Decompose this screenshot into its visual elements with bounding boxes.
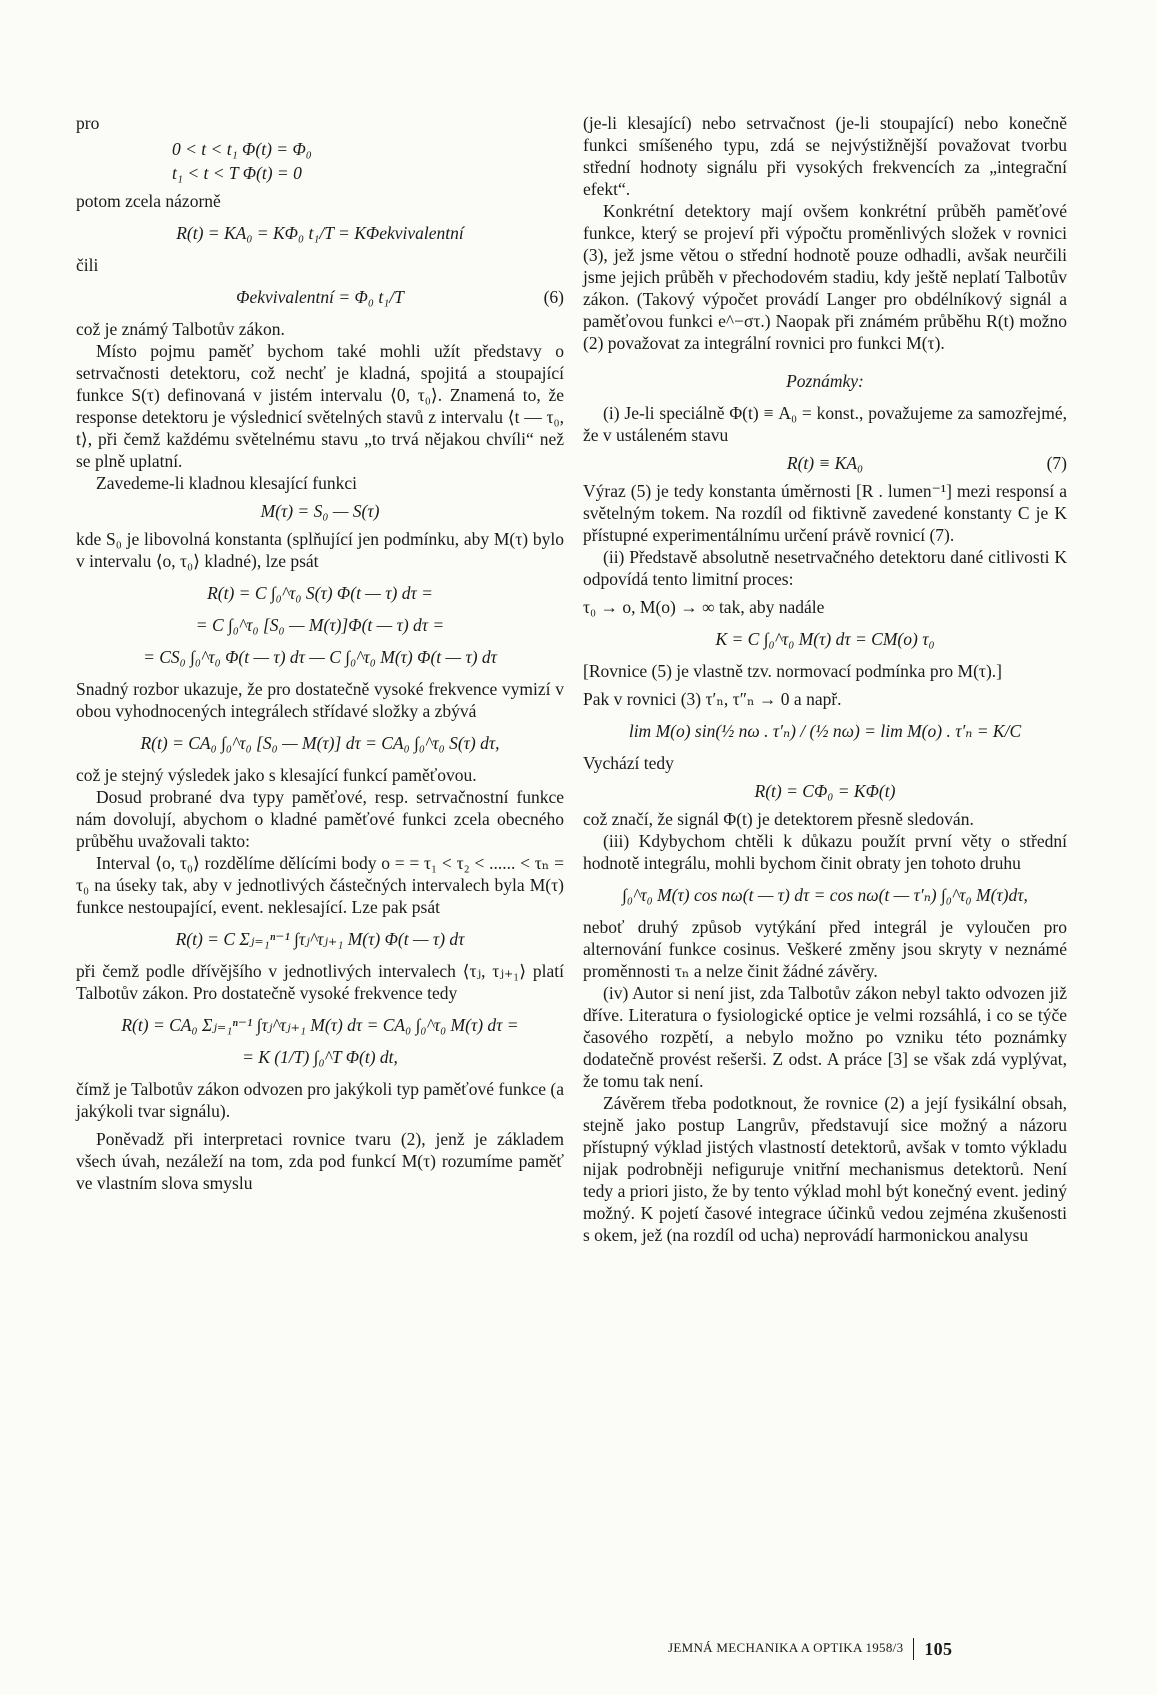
paragraph-stejny: což je stejný výsledek jako s klesající funkcí paměťovou. <box>76 765 477 785</box>
paragraph-snadny: Snadný rozbor ukazuje, že pro dostatečně vysoké frekvence vymizí v obou vyhodnocených integrálech střídavé složky a zbývá <box>76 679 564 721</box>
equation-m-tau: M(τ) = S₀ — S(τ) <box>260 501 380 521</box>
equation-7-body: R(t) ≡ KA₀ <box>786 453 864 473</box>
equation-7-number: (7) <box>1046 453 1067 473</box>
paragraph-vyraz: Výraz (5) je tedy konstanta úměrnosti [R . lumen⁻¹] mezi responsí a světelným tokem. Na rozdíl od fiktivně zavedené konstanty C je K přístupné experimentálnímu určení právě rovnicí (7). <box>583 481 1067 545</box>
paragraph-note-i: (i) Je-li speciálně Φ(t) ≡ A₀ = konst., považujeme za samozřejmé, že v ustáleném stavu <box>583 403 1067 445</box>
equation-integral-4: R(t) = CA₀ ∫₀^τ₀ [S₀ — M(τ)] dτ = CA₀ ∫₀^τ₀ S(τ) dτ, <box>140 733 500 753</box>
heading-poznamky: Poznámky: <box>786 371 864 391</box>
paragraph-rovnice-5: [Rovnice (5) je vlastně tzv. normovací podmínka pro M(τ).] <box>583 661 1002 681</box>
text-potom: potom zcela názorně <box>76 191 221 211</box>
equation-sum-3: = K (1/T) ∫₀^T Φ(t) dt, <box>242 1047 398 1067</box>
page-footer <box>668 1637 1003 1660</box>
text-pak: Pak v rovnici (3) τ′ₙ, τ″ₙ → 0 a např. <box>583 689 842 709</box>
equation-6-number: (6) <box>543 287 564 307</box>
paragraph-setrvacnost: Místo pojmu paměť bychom také mohli užít představy o setrvačnosti detektoru, což nechť je kladná, spojitá a stoupající funkce S(τ) definovaná v jistém intervalu ⟨0, τ₀⟩. Znamená to, že response detektoru je výslednicí světelných stavů z intervalu ⟨t — τ₀, t⟩, při čemž každému světelnému stavu „to trvá nějakou chvíli“ než se plně uplatní. <box>76 341 564 471</box>
equation-k: K = C ∫₀^τ₀ M(τ) dτ = CM(o) τ₀ <box>715 629 935 649</box>
equation-7 <box>583 452 1067 474</box>
equation-condition-2: t₁ < t < T Φ(t) = 0 <box>172 163 302 183</box>
text-vychazi: Vychází tedy <box>583 753 674 773</box>
page-number: 105 <box>924 1639 953 1660</box>
text-cili: čili <box>76 255 99 275</box>
journal-name: JEMNÁ MECHANIKA A OPTIKA 1958/3 <box>668 1640 904 1655</box>
text-pro: pro <box>76 113 100 133</box>
paragraph-konkretni: Konkrétní detektory mají ovšem konkrétní průběh paměťové funkce, který se projeví při výpočtu proměnlivých složek v rovnici (3), jež jsme větou o střední hodnotě pouze odhadli, avšak neurčili jsme jejich průběh v přechodovém stadiu, kdy ještě neplatí Talbotův zákon. (Takový výpočet provádí Langer pro obdélníkový signál a paměťovou funkci e^−στ.) Naopak při známém průběhu R(t) možno (2) považovat za integrální rovnici pro funkci M(τ). <box>583 201 1067 353</box>
paragraph-note-iii: (iii) Kdybychom chtěli k důkazu použít první věty o střední hodnotě integrálu, mohli bychom činit obraty jen tohoto druhu <box>583 831 1067 873</box>
paragraph-interval: Interval ⟨o, τ₀⟩ rozdělíme dělícími body o = = τ₁ < τ₂ < ...... < τₙ = τ₀ na úseky tak, aby v jednotlivých částečných intervalech byla M(τ) funkce nestoupající, event. neklesající. Lze pak psát <box>76 853 564 917</box>
paragraph-nebot: neboť druhý způsob vytýkání před integrál je vyloučen pro alternování funkce cosinus. Veškeré změny jsou skryty v neznámé proměnnosti τₙ a nelze činit žádné závěry. <box>583 917 1067 981</box>
equation-integral-3: = CS₀ ∫₀^τ₀ Φ(t — τ) dτ — C ∫₀^τ₀ M(τ) Φ(t — τ) dτ <box>143 647 497 667</box>
paragraph-note-iv: (iv) Autor si není jist, zda Talbotův zákon nebyl takto odvozen již dříve. Literatura o fysiologické optice je velmi rozsáhlá, i co se týče časového rozpětí, a nebylo možno po vzniku této poznámky dodatečně provést rešerši. Z odst. A práce [3] se však zdá vyplývat, že tomu tak není. <box>583 983 1067 1091</box>
paragraph-zaverem: Závěrem třeba podotknout, že rovnice (2) a její fysikální obsah, stejně jako postup Langrův, představují sice možný a názoru přístupný výklad jistých vlastností detektorů, avšak v tomto výkladu nijak podrobněji nefiguruje vnitřní mechanismus detektorů. Není tedy a priori jisto, že by tento výklad mohl být konečný event. jediný možný. K pojetí časové integrace účinků vedou zejména zkušenosti s okem, jež (na rozdíl od ucha) neprovádí harmonickou analysu <box>583 1093 1067 1245</box>
paragraph-note-ii: (ii) Představě absolutně nesetrvačného detektoru dané citlivosti K odpovídá tento limitní proces: <box>583 547 1067 589</box>
text-coz-znaci: což značí, že signál Φ(t) je detektorem přesně sledován. <box>583 809 974 829</box>
equation-integral-1: R(t) = C ∫₀^τ₀ S(τ) Φ(t — τ) dτ = <box>207 583 433 603</box>
right-column <box>583 112 1067 1246</box>
paragraph-continuation: (je-li klesající) nebo setrvačnost (je-li stoupající) nebo konečně funkci smíšeného typu, zdá se nejvýstižnější považovat tvorbu střední hodnoty signálu při vysokých frekvencích za „integrační efekt“. <box>583 113 1067 199</box>
equation-sum-2: R(t) = CA₀ Σⱼ₌₁ⁿ⁻¹ ∫τⱼ^τⱼ₊₁ M(τ) dτ = CA₀ ∫₀^τ₀ M(τ) dτ = <box>121 1015 519 1035</box>
equation-r-phi: R(t) = CΦ₀ = KΦ(t) <box>754 781 896 801</box>
equation-r-equivalent: R(t) = KA₀ = KΦ₀ t₁/T = KΦekvivalentní <box>176 223 464 243</box>
equation-cosine: ∫₀^τ₀ M(τ) cos nω(t — τ) dτ = cos nω(t — τ′ₙ) ∫₀^τ₀ M(τ)dτ, <box>622 885 1028 905</box>
text-talbot-law: což je známý Talbotův zákon. <box>76 319 285 339</box>
paragraph-kde: kde S₀ je libovolná konstanta (splňující jen podmínku, aby M(τ) bylo v intervalu ⟨o, τ₀⟩ kladné), lze psát <box>76 529 564 571</box>
equation-condition-1: 0 < t < t₁ Φ(t) = Φ₀ <box>172 139 312 159</box>
text-zavedeme: Zavedeme-li kladnou klesající funkci <box>96 473 357 493</box>
equation-6-body: Φekvivalentní = Φ₀ t₁/T <box>236 287 404 307</box>
equation-6 <box>76 286 564 308</box>
paragraph-dosud: Dosud probrané dva typy paměťové, resp. setrvačnostní funkce nám dovolují, abychom o kladné paměťové funkci zcela obecného průběhu uvažovali takto: <box>76 787 564 851</box>
equation-integral-2: = C ∫₀^τ₀ [S₀ — M(τ)]Φ(t — τ) dτ = <box>195 615 445 635</box>
paragraph-ponevadz: Poněvadž při interpretaci rovnice tvaru (2), jenž je základem všech úvah, nezáleží na tom, zda pod funkcí M(τ) rozumíme paměť ve vlastním slova smyslu <box>76 1129 564 1193</box>
text-limit-process: τ₀ → o, M(o) → ∞ tak, aby nadále <box>583 597 825 617</box>
footer-divider <box>913 1638 914 1660</box>
paragraph-pricemz: při čemž podle dřívějšího v jednotlivých intervalech ⟨τⱼ, τⱼ₊₁⟩ platí Talbotův zákon. Pro dostatečně vysoké frekvence tedy <box>76 961 564 1003</box>
left-column <box>76 112 564 1194</box>
paragraph-cimz: čímž je Talbotův zákon odvozen pro jakýkoli typ paměťové funkce (a jakýkoli tvar signálu). <box>76 1079 564 1121</box>
equation-limit: lim M(o) sin(½ nω . τ′ₙ) / (½ nω) = lim M(o) . τ′ₙ = K/C <box>628 721 1022 741</box>
equation-sum-1: R(t) = C Σⱼ₌₁ⁿ⁻¹ ∫τⱼ^τⱼ₊₁ M(τ) Φ(t — τ) dτ <box>175 929 465 949</box>
